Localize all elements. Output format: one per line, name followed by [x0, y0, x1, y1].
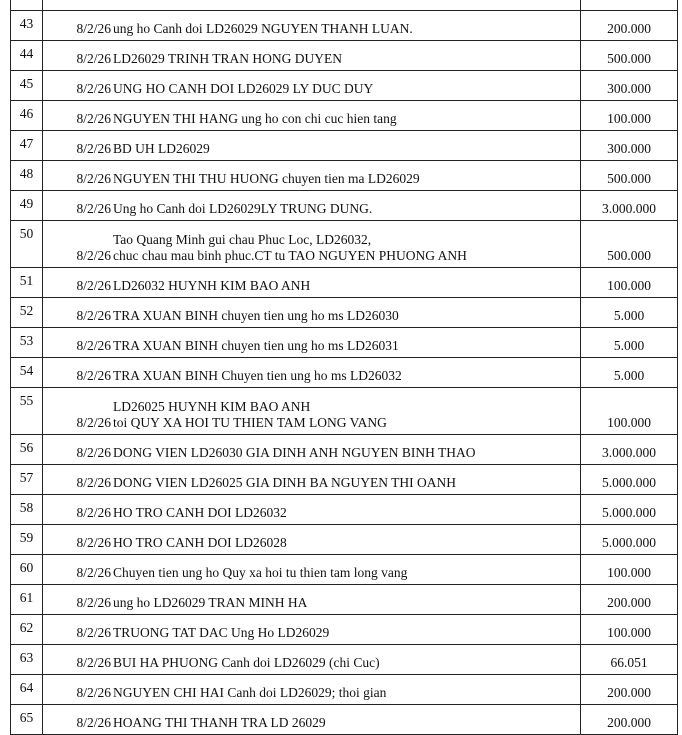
row-description: [113, 131, 581, 161]
row-date: 8/2/26: [43, 358, 114, 388]
row-description: [113, 71, 581, 101]
row-number: 63: [11, 645, 43, 675]
row-description: [113, 495, 581, 525]
description-line: TRA XUAN BINH Chuyen tien ung ho ms LD26032: [113, 368, 402, 383]
table-row: [11, 328, 678, 358]
row-date: 8/2/26: [43, 161, 114, 191]
row-amount: 5.000.000: [581, 495, 678, 525]
description-line: NGUYEN THI THU HUONG chuyen tien ma LD26029: [113, 171, 420, 186]
row-date: 8/2/26: [43, 131, 114, 161]
row-date: 8/2/26: [43, 435, 114, 465]
row-number: 64: [11, 675, 43, 705]
row-description: [113, 645, 581, 675]
row-number: 61: [11, 585, 43, 615]
row-date: 8/2/26: [43, 495, 114, 525]
description-line: LD26029 TRINH TRAN HONG DUYEN: [113, 51, 342, 66]
row-number: 53: [11, 328, 43, 358]
table-row: [11, 101, 678, 131]
row-description: [113, 161, 581, 191]
table-row: [11, 11, 678, 41]
row-number: 57: [11, 465, 43, 495]
row-amount: 100.000: [581, 388, 678, 435]
row-description: [113, 191, 581, 221]
description-line: DONG VIEN LD26030 GIA DINH ANH NGUYEN BINH THAO: [113, 445, 476, 460]
row-amount: 5.000: [581, 328, 678, 358]
row-description: [113, 388, 581, 435]
table-row: [11, 525, 678, 555]
donation-table: [10, 0, 678, 735]
row-description: [113, 585, 581, 615]
table-row: [11, 705, 678, 735]
row-amount: 100.000: [581, 268, 678, 298]
row-date: 8/2/26: [43, 101, 114, 131]
table-row: [11, 161, 678, 191]
row-amount: 66.051: [581, 645, 678, 675]
table-row: [11, 675, 678, 705]
row-description: [113, 328, 581, 358]
row-description: [113, 11, 581, 41]
description-line: BUI HA PHUONG Canh doi LD26029 (chi Cuc): [113, 655, 380, 670]
row-number: 62: [11, 615, 43, 645]
row-date: 8/2/26: [43, 555, 114, 585]
table-row: [11, 191, 678, 221]
description-line: BD UH LD26029: [113, 141, 210, 156]
row-amount: 100.000: [581, 101, 678, 131]
donation-table-sheet: [10, 0, 674, 735]
description-line: NGUYEN CHI HAI Canh doi LD26029; thoi gian: [113, 685, 387, 700]
table-row: [11, 555, 678, 585]
table-row: [11, 71, 678, 101]
row-date: 8/2/26: [43, 645, 114, 675]
row-description: [113, 435, 581, 465]
description-line: Ung ho Canh doi LD26029LY TRUNG DUNG.: [113, 201, 373, 216]
row-number: 65: [11, 705, 43, 735]
table-row: [11, 615, 678, 645]
row-number: 44: [11, 41, 43, 71]
description-line: toi QUY XA HOI TU THIEN TAM LONG VANG: [113, 415, 387, 430]
row-date: 8/2/26: [43, 41, 114, 71]
table-row: [11, 358, 678, 388]
row-number: 50: [11, 221, 43, 268]
row-amount: 5.000.000: [581, 465, 678, 495]
row-amount: 300.000: [581, 71, 678, 101]
row-amount: 200.000: [581, 11, 678, 41]
row-number: 45: [11, 71, 43, 101]
row-date: 8/2/26: [43, 71, 114, 101]
row-date: 8/2/26: [43, 705, 114, 735]
description-line: TRA XUAN BINH chuyen tien ung ho ms LD26030: [113, 308, 399, 323]
description-line: Chuyen tien ung ho Quy xa hoi tu thien tam long vang: [113, 565, 408, 580]
row-description: [113, 41, 581, 71]
row-amount: 5.000: [581, 298, 678, 328]
row-description: [113, 675, 581, 705]
table-row: [11, 495, 678, 525]
description-line: HO TRO CANH DOI LD26028: [113, 535, 287, 550]
description-line: ung ho LD26029 TRAN MINH HA: [113, 595, 308, 610]
row-date: 8/2/26: [43, 298, 114, 328]
description-line: chuc chau mau binh phuc.CT tu TAO NGUYEN PHUONG ANH: [113, 248, 467, 263]
description-line: TRA XUAN BINH chuyen tien ung ho ms LD26031: [113, 338, 399, 353]
row-number: 58: [11, 495, 43, 525]
description-line: HOANG THI THANH TRA LD 26029: [113, 715, 326, 730]
table-row: [11, 465, 678, 495]
row-description: [113, 221, 581, 268]
table-row-partial: [11, 0, 678, 11]
row-description: [113, 358, 581, 388]
table-row: [11, 41, 678, 71]
row-date: 8/2/26: [43, 221, 114, 268]
table-row: [11, 131, 678, 161]
table-row: [11, 645, 678, 675]
description-line: UNG HO CANH DOI LD26029 LY DUC DUY: [113, 81, 374, 96]
description-line: ung ho Canh doi LD26029 NGUYEN THANH LUAN.: [113, 21, 413, 36]
table-row: [11, 585, 678, 615]
row-number: 59: [11, 525, 43, 555]
description-line: DONG VIEN LD26025 GIA DINH BA NGUYEN THI OANH: [113, 475, 456, 490]
description-line: Tao Quang Minh gui chau Phuc Loc, LD26032,: [113, 232, 372, 247]
row-date: 8/2/26: [43, 268, 114, 298]
row-amount: 5.000.000: [581, 525, 678, 555]
row-number: 47: [11, 131, 43, 161]
row-number: 49: [11, 191, 43, 221]
row-description: [113, 555, 581, 585]
row-date: 8/2/26: [43, 675, 114, 705]
row-date: 8/2/26: [43, 615, 114, 645]
row-description: [113, 705, 581, 735]
row-number: 56: [11, 435, 43, 465]
row-date: 8/2/26: [43, 11, 114, 41]
description-line: NGUYEN THI HANG ung ho con chi cuc hien tang: [113, 111, 397, 126]
row-number: 43: [11, 11, 43, 41]
row-description: [113, 525, 581, 555]
row-date: 8/2/26: [43, 328, 114, 358]
row-amount: 100.000: [581, 555, 678, 585]
row-description: [113, 101, 581, 131]
row-date: 8/2/26: [43, 191, 114, 221]
row-date: 8/2/26: [43, 525, 114, 555]
description-line: TRUONG TAT DAC Ung Ho LD26029: [113, 625, 330, 640]
row-date: 8/2/26: [43, 585, 114, 615]
row-description: [113, 268, 581, 298]
row-description: [113, 465, 581, 495]
row-amount: 3.000.000: [581, 191, 678, 221]
row-number: 46: [11, 101, 43, 131]
table-row: [11, 221, 678, 268]
row-date: 8/2/26: [43, 465, 114, 495]
table-row: [11, 388, 678, 435]
row-amount: 200.000: [581, 705, 678, 735]
row-amount: 200.000: [581, 585, 678, 615]
row-number: 60: [11, 555, 43, 585]
row-amount: 500.000: [581, 41, 678, 71]
row-description: [113, 298, 581, 328]
row-number: 52: [11, 298, 43, 328]
row-number: 48: [11, 161, 43, 191]
donation-table-body: [11, 0, 678, 735]
row-number: 51: [11, 268, 43, 298]
row-amount: 3.000.000: [581, 435, 678, 465]
row-number: 55: [11, 388, 43, 435]
row-description: [113, 615, 581, 645]
row-amount: 500.000: [581, 161, 678, 191]
description-line: HO TRO CANH DOI LD26032: [113, 505, 287, 520]
row-amount: 300.000: [581, 131, 678, 161]
description-line: LD26025 HUYNH KIM BAO ANH: [113, 399, 311, 414]
row-number: 54: [11, 358, 43, 388]
row-amount: 100.000: [581, 615, 678, 645]
row-date: 8/2/26: [43, 388, 114, 435]
description-line: LD26032 HUYNH KIM BAO ANH: [113, 278, 311, 293]
table-row: [11, 435, 678, 465]
table-row: [11, 268, 678, 298]
row-amount: 500.000: [581, 221, 678, 268]
row-amount: 200.000: [581, 675, 678, 705]
table-row: [11, 298, 678, 328]
row-amount: 5.000: [581, 358, 678, 388]
